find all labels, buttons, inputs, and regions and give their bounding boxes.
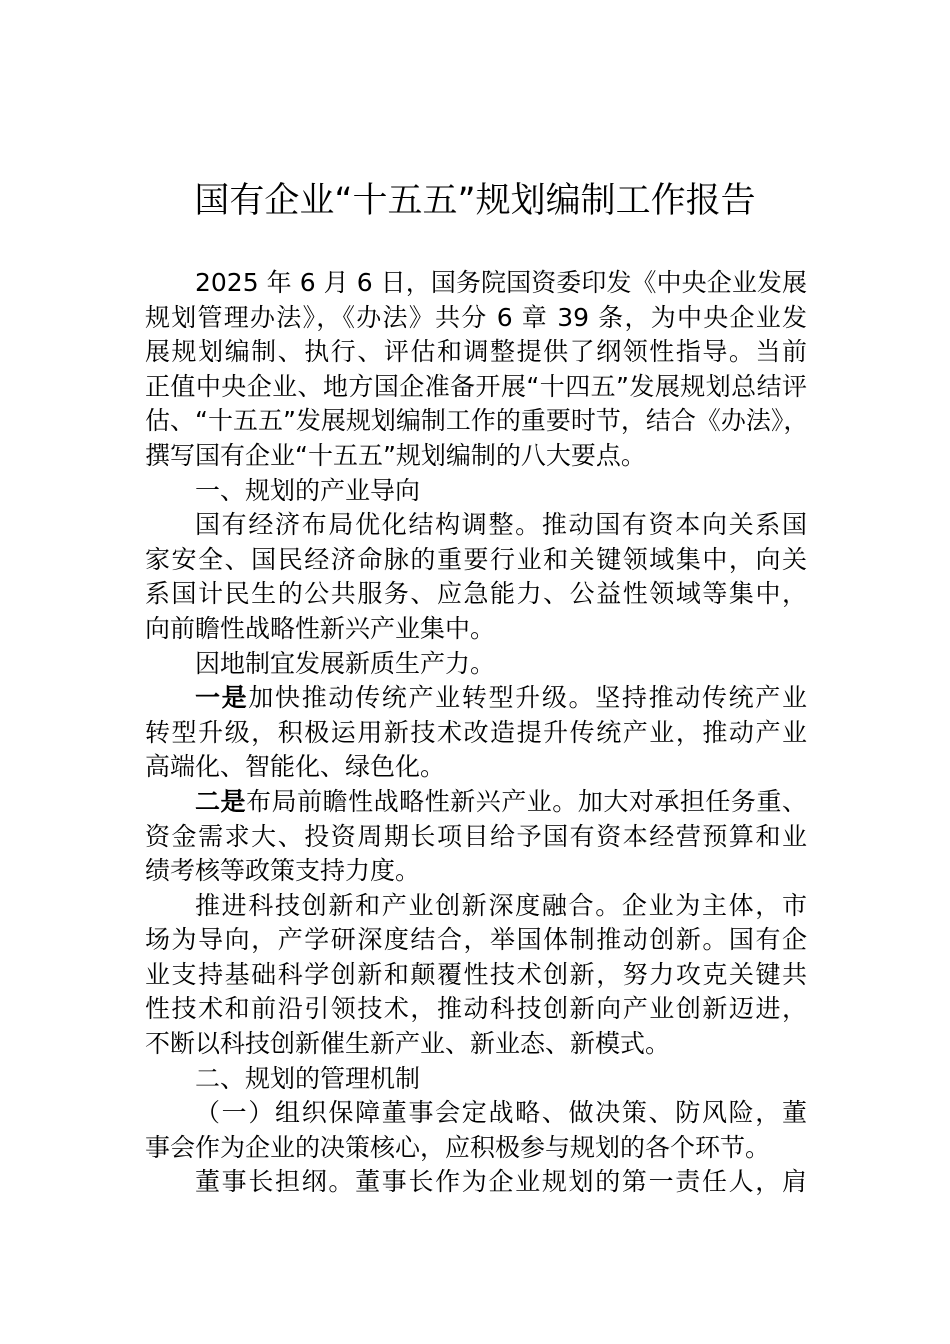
line-text: 因地制宜发展新质生产力。 (195, 648, 496, 678)
body-line (145, 1165, 807, 1200)
body-line (145, 889, 807, 924)
body-line (145, 958, 807, 993)
body-line (145, 750, 807, 785)
line-text: 性技术和前沿引领技术，推动科技创新向产业创新迈进， (145, 994, 807, 1024)
line-text: 董事长担纲。董事长作为企业规划的第一责任人，肩 (195, 1167, 807, 1197)
body-line (145, 647, 807, 682)
line-text: 2025 年 6 月 6 日，国务院国资委印发《中央企业发展 (195, 268, 807, 297)
line-text: 系国计民生的公共服务、应急能力、公益性领域等集中， (145, 579, 807, 609)
line-text: 高端化、智能化、绿色化。 (145, 752, 446, 782)
body-line (145, 508, 807, 543)
body-line (145, 577, 807, 612)
body-line (145, 681, 807, 716)
line-text: 事会作为企业的决策核心，应积极参与规划的各个环节。 (145, 1132, 771, 1162)
body-line (145, 1062, 807, 1097)
body-line (145, 785, 807, 820)
line-text: 国有经济布局优化结构调整。推动国有资本向关系国 (195, 510, 807, 540)
body-line (145, 1096, 807, 1131)
body-line (145, 543, 807, 578)
line-text: 加快推动传统产业转型升级。坚持推动传统产业 (248, 683, 807, 713)
document-body (145, 266, 807, 1200)
line-text: 撰写国有企业“十五五”规划编制的八大要点。 (145, 440, 646, 470)
line-text: 场为导向，产学研深度结合，举国体制推动创新。国有企 (145, 925, 807, 955)
body-line (145, 612, 807, 647)
line-text: 推进科技创新和产业创新深度融合。企业为主体，市 (195, 890, 807, 920)
line-text: 二、规划的管理机制 (195, 1063, 421, 1093)
line-text: 一、规划的产业导向 (195, 475, 421, 505)
lead-emphasis: 二是 (195, 786, 247, 816)
body-line (145, 854, 807, 889)
body-line (145, 474, 807, 509)
body-line (145, 820, 807, 855)
body-line (145, 266, 807, 301)
line-text: 绩考核等政策支持力度。 (145, 856, 421, 886)
body-line (145, 404, 807, 439)
line-text: 转型升级，积极运用新技术改造提升传统产业，推动产业 (145, 717, 807, 747)
line-text: 估、“十五五”发展规划编制工作的重要时节，结合《办法》， (145, 406, 809, 436)
lead-emphasis: 一是 (195, 683, 249, 713)
line-text: 家安全、国民经济命脉的重要行业和关键领域集中，向关 (145, 544, 807, 574)
line-text: 资金需求大、投资周期长项目给予国有资本经营预算和业 (145, 821, 807, 851)
body-line (145, 992, 807, 1027)
line-text: 布局前瞻性战略性新兴产业。加大对承担任务重、 (246, 786, 807, 816)
body-line (145, 439, 807, 474)
body-line (145, 1027, 807, 1062)
line-text: 展规划编制、执行、评估和调整提供了纲领性指导。当前 (145, 337, 807, 367)
body-line (145, 370, 807, 405)
line-text: 规划管理办法》，《办法》共分 6 章 39 条，为中央企业发 (145, 302, 807, 332)
body-line (145, 301, 807, 336)
line-text: 业支持基础科学创新和颠覆性技术创新，努力攻克关键共 (145, 959, 807, 989)
body-line (145, 716, 807, 751)
document-title: 国有企业“十五五”规划编制工作报告 (194, 181, 756, 221)
line-text: 正值中央企业、地方国企准备开展“十四五”发展规划总结评 (145, 371, 807, 401)
body-line (145, 335, 807, 370)
body-line (145, 923, 807, 958)
line-text: （一）组织保障董事会定战略、做决策、防风险，董 (195, 1098, 807, 1128)
line-text: 向前瞻性战略性新兴产业集中。 (145, 613, 496, 643)
line-text: 不断以科技创新催生新产业、新业态、新模式。 (145, 1029, 671, 1059)
body-line (145, 1131, 807, 1166)
